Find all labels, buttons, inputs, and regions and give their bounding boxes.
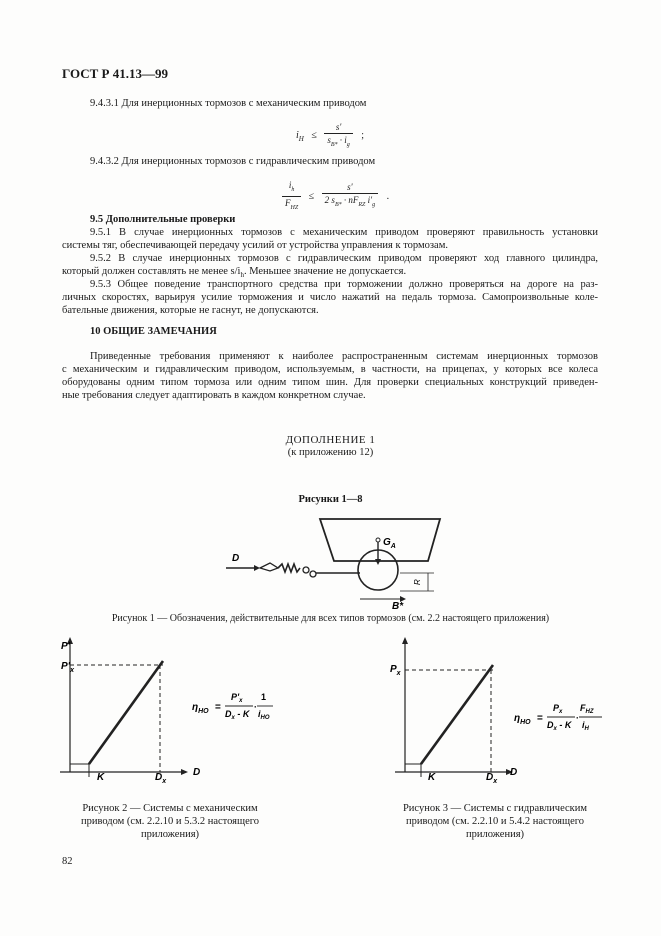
characteristic-line xyxy=(421,665,493,764)
force-g-arrowhead xyxy=(375,559,381,565)
section-9-4-3-2: 9.4.3.2 Для инерционных тормозов с гидравлическим приводом xyxy=(90,156,376,167)
y-axis-arrow xyxy=(402,637,408,644)
fa-den: $D_x$ - K xyxy=(225,709,250,721)
fb-num: 1 xyxy=(261,692,267,702)
document-header: ГОСТ Р 41.13—99 xyxy=(62,66,168,81)
x-tick-k: K xyxy=(428,772,436,783)
x-axis-label: D xyxy=(510,767,518,778)
fb-num: $F_{HZ}$ xyxy=(580,703,594,715)
supplement-subtitle: (к приложению 12) xyxy=(287,447,374,458)
y-tick-px: $P_x$ xyxy=(390,664,401,677)
p953-line3: бательные движения, которые не гаснут, не допускаются. xyxy=(62,305,319,316)
p952-line1: 9.5.2 В случае инерционных тормозов с гидравлическим приводом проверяют ход главного цилиндра, xyxy=(90,253,598,264)
force-d-arrowhead xyxy=(254,565,260,571)
dot: · xyxy=(576,713,579,723)
p10-line3: оборудованы одним типом тормоза или одним типом шин. Для проверки специальных конструкций приведен- xyxy=(62,377,598,388)
figure-3-caption: Рисунок 3 — Системы с гидравлическим приводом (см. 2.2.10 и 5.4.2 настоящего приложения) xyxy=(402,803,588,840)
eta-label: $\eta_{HO}$ xyxy=(192,702,209,715)
coupling-head xyxy=(260,563,278,571)
label-g: $G_A$ xyxy=(383,537,396,550)
y-axis-label: P' xyxy=(61,641,71,652)
dot: · xyxy=(254,702,257,712)
p953-line2: личных скоростях, варьируя усилие торможения и число нажатий на педаль тормоза. Самопроизвольные коле- xyxy=(62,292,598,303)
fa-num: $P_x$ xyxy=(553,703,563,715)
p951-line1: 9.5.1 В случае инерционных тормозов с механическим приводом проверяют правильность установки xyxy=(90,227,598,238)
section-9-4-3-1: 9.4.3.1 Для инерционных тормозов с механическим приводом xyxy=(90,98,367,109)
fb-den: $i_{HO}$ xyxy=(258,709,270,721)
eta-equals: = xyxy=(215,702,221,713)
p10-line4: ные требования следует адаптировать в каждом конкретном случае. xyxy=(62,390,366,401)
supplement-title: ДОПОЛНЕНИЕ 1 xyxy=(285,434,376,446)
fb-den: $i_H$ xyxy=(582,720,589,732)
coupling-link xyxy=(310,571,316,577)
p951-line2: системы тяг, обеспечивающей передачу усилий от устройства управления к тормозам. xyxy=(62,240,448,251)
y-tick-px: $P'_x$ xyxy=(61,661,74,674)
label-b: B* xyxy=(392,601,404,612)
figure-2-caption: Рисунок 2 — Системы с механическим приводом (см. 2.2.10 и 5.3.2 настоящего приложения) xyxy=(80,803,260,840)
figure-3-chart xyxy=(380,635,620,785)
x-axis-label: D xyxy=(193,767,201,778)
characteristic-line xyxy=(89,661,163,764)
label-r: R xyxy=(413,579,422,585)
heading-10: 10 ОБЩИЕ ЗАМЕЧАНИЯ xyxy=(90,326,217,337)
p952-line2: который должен составлять не менее $s/i_h$. Меньшее значение не допускается. xyxy=(62,266,407,280)
heading-9-5: 9.5 Дополнительные проверки xyxy=(90,214,236,225)
page-number: 82 xyxy=(62,856,73,867)
fa-num: $P'_x$ xyxy=(231,692,243,704)
x-axis-arrow xyxy=(181,769,188,775)
figure-2-chart xyxy=(55,635,295,785)
x-tick-dx: $D_x$ xyxy=(486,772,498,785)
eta-equals: = xyxy=(537,713,543,724)
figure-1-diagram xyxy=(220,515,450,615)
force-g-origin xyxy=(376,538,380,542)
eta-label: $\eta_{HO}$ xyxy=(514,713,531,726)
p10-line2: с механическим и гидравлическим приводом, используемым, в частности, на прицепах, у которых все колеса xyxy=(62,364,598,375)
coupling-link xyxy=(303,567,309,573)
formula-1: $i_H$ ≤ $\frac{s'}{s_{B*} \cdot i_g}$ ; xyxy=(296,122,365,148)
x-tick-k: K xyxy=(97,772,105,783)
p953-line1: 9.5.3 Общее поведение транспортного средства при торможении должно проверяться на дороге на раз- xyxy=(90,279,598,290)
fa-den: $D_x$ - K xyxy=(547,720,572,732)
p10-line1: Приведенные требования применяют к наиболее распространенным системам инерционных тормозов xyxy=(90,351,598,362)
formula-2: $\frac{i_h}{F_{HZ}}$ ≤ $\frac{s'}{2 s_{B*} \cdot nF_{RZ} i'_g}$ . xyxy=(282,179,389,214)
figures-title: Рисунки 1—8 xyxy=(298,494,363,505)
label-d: D xyxy=(232,553,240,564)
x-tick-dx: $D_x$ xyxy=(155,772,167,785)
coupling-spring xyxy=(278,564,300,572)
figure-1-caption: Рисунок 1 — Обозначения, действительные для всех типов тормозов (см. 2.2 настоящего приложения) xyxy=(111,613,550,624)
